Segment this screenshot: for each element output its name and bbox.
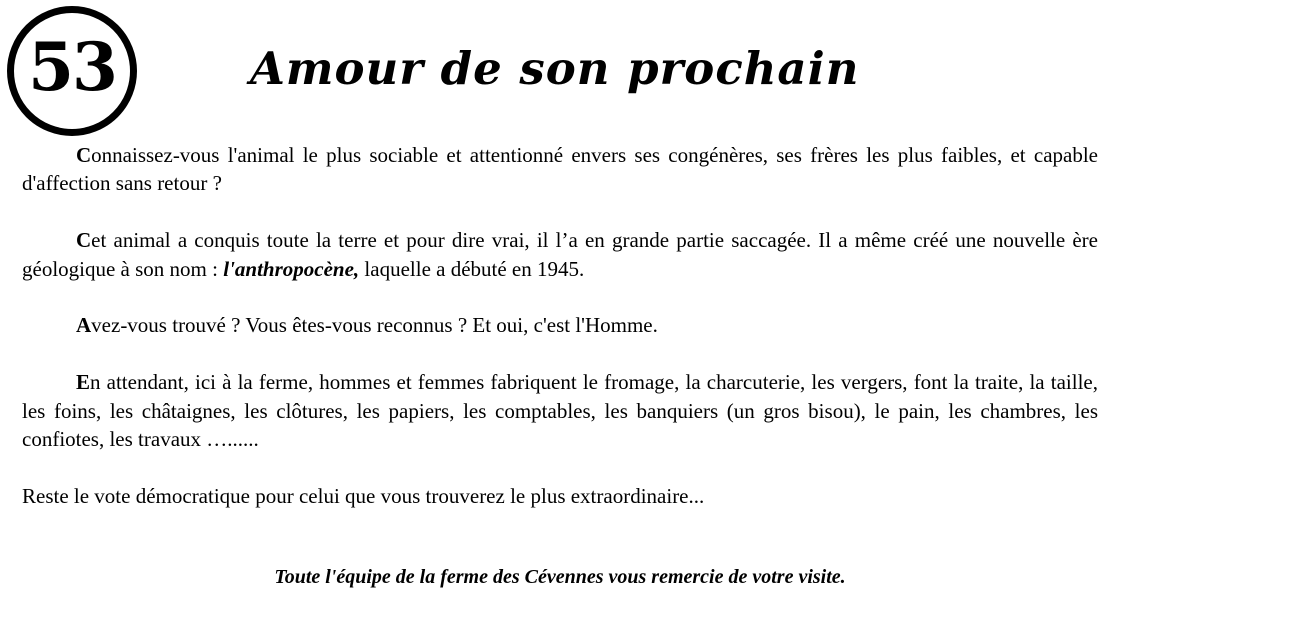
paragraph-text: n attendant, ici à la ferme, hommes et femmes fabriquent le fromage, la charcuterie, les vergers, font la traite, la taille, les foins, les châtaignes, les clôtures, les papiers, les comptables, les banquiers (un gros bisou), le pain, les chambres, les confiotes, les travaux …...... (22, 370, 1098, 452)
drop-initial: E (76, 370, 91, 395)
page-title: Amour de son prochain (250, 42, 860, 95)
paragraph-text: Reste le vote démocratique pour celui que vous trouverez le plus extraordinaire... (22, 483, 705, 508)
paragraph-text: vez-vous trouvé ? Vous êtes-vous reconnus ? Et oui, c'est l'Homme. (91, 313, 658, 338)
drop-initial: A (76, 313, 92, 338)
badge-number: 53 (28, 28, 116, 106)
paragraph-3 (22, 311, 1098, 339)
paragraph-1 (22, 141, 1098, 198)
paragraph-4 (22, 368, 1098, 453)
closing-message: Toute l'équipe de la ferme des Cévennes vous remercie de votre visite. (274, 566, 846, 588)
paragraph-5 (22, 482, 1098, 510)
drop-initial: C (76, 143, 92, 167)
number-badge (7, 6, 137, 136)
paragraph-text-end: laquelle a débuté en 1945. (359, 256, 585, 281)
paragraph-2 (22, 226, 1098, 283)
paragraph-text: et animal a conquis toute la terre et pour dire vrai, il l’a en grande partie saccagée. Il a même créé une nouvelle ère géologique à son nom : (22, 228, 1098, 281)
paragraph-text: onnaissez-vous l'animal le plus sociable et attentionné envers ses congénères, ses frères les plus faibles, et capable d'affection sans retour ? (22, 143, 1098, 196)
drop-initial: C (76, 228, 92, 253)
body-text (22, 141, 1098, 539)
emphasized-term: l'anthropocène, (223, 256, 360, 281)
